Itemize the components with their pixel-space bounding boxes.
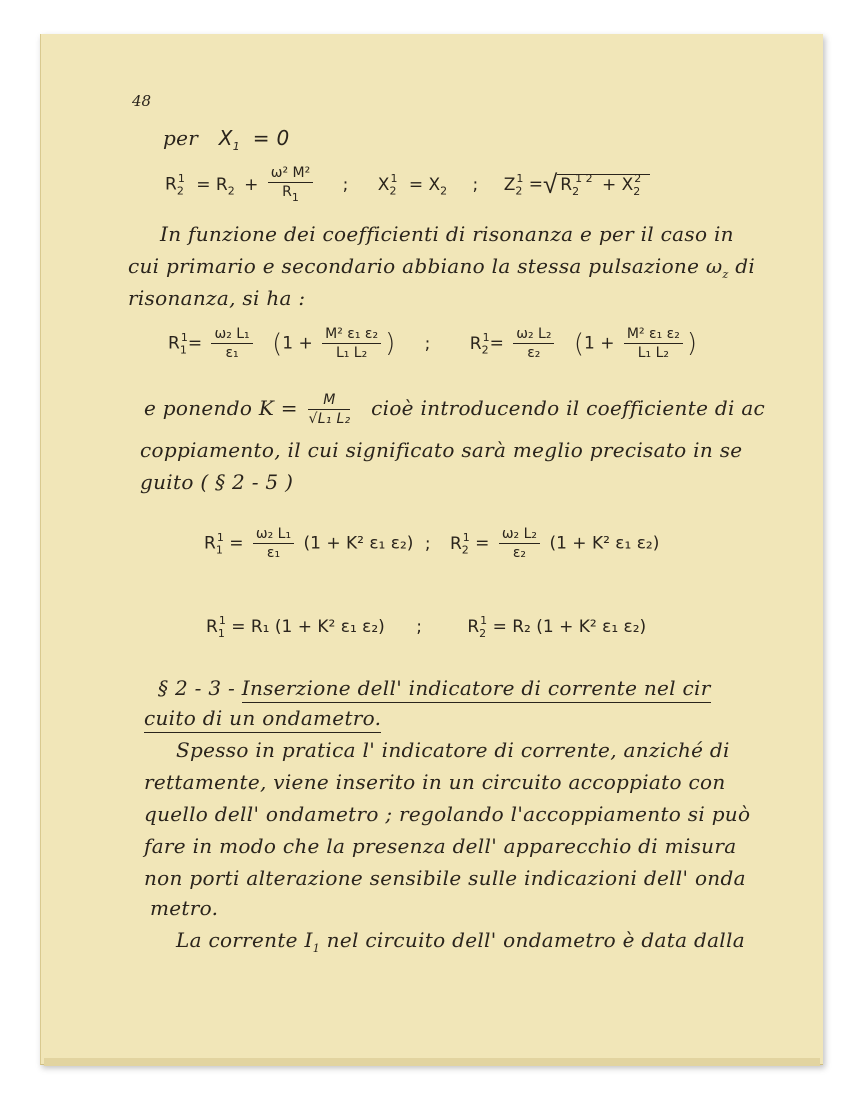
eq1-a-num: ω² M² [268, 165, 313, 183]
eq2-eq1: = [187, 333, 203, 354]
eq2-frac1b [322, 326, 381, 361]
eq3-den1: ε₁ [266, 545, 281, 561]
para1-line3: risonanza, si ha : [128, 286, 306, 310]
eq2-one1: 1 + [282, 333, 313, 354]
eq1-c-lhs: Z [503, 174, 516, 195]
eq2-den1b: L₁ L₂ [335, 345, 368, 361]
para2-line1 [144, 392, 765, 427]
para3-line6: metro. [150, 896, 219, 920]
para2-line3: guito ( § 2 - 5 ) [140, 470, 294, 494]
eq1-c-sup: 1 [516, 171, 524, 185]
eq2-num2b: M² ε₁ ε₂ [624, 326, 683, 344]
eq1-sep2: ; [472, 174, 479, 195]
eq3-lhs1-sub: 1 [215, 543, 223, 557]
para3-line4: fare in modo che la presenza dell' apparecchio di misura [144, 834, 737, 858]
eq2-paren2-open: ( [573, 328, 584, 359]
eq2-one2: 1 + [584, 333, 615, 354]
eq4-rhs1: = R₁ (1 + K² ε₁ ε₂) [231, 617, 385, 637]
eq2-paren1-open: ( [272, 328, 283, 359]
eq3-eq1: = [229, 533, 244, 554]
eq2-frac2b [624, 326, 683, 361]
eq3-frac2 [499, 526, 540, 561]
eq4-rhs2: = R₂ (1 + K² ε₁ ε₂) [492, 617, 647, 637]
eq1-a-lhs: R [165, 174, 177, 195]
eq4-lhs1: R [206, 617, 218, 637]
para2-fraction [308, 392, 350, 427]
eq2-num1b: M² ε₁ ε₂ [322, 326, 381, 344]
para4-line1 [176, 928, 745, 955]
eq1-c-root-sub2: 2 [633, 184, 641, 198]
section-number: § 2 - 3 - [158, 676, 236, 700]
eq3-den2: ε₂ [512, 545, 527, 561]
equation-1: $R_2^1 = R_2$ + $\frac{\text{ω² M²}}{R_1}$ ; $X_2^1 = X_2$ ; $Z_2^1$ =√ $R_2^{1 2} + X_2^2$ [165, 165, 650, 204]
para2-line2: coppiamento, il cui significato sarà meglio precisato in se [140, 438, 743, 462]
eq1-a-fraction [268, 165, 313, 204]
eq2-den2: ε₂ [527, 345, 541, 361]
eq2-sep: ; [424, 333, 431, 354]
eq1-b-sup: 1 [390, 171, 398, 185]
eq1-b-sub: 2 [389, 184, 397, 198]
condition-label: per [163, 126, 199, 150]
eq2-num1: ω₂ L₁ [211, 326, 252, 344]
condition-var: X [218, 126, 233, 150]
section-heading-line1 [158, 676, 711, 700]
section-title-line2: cuito di un ondametro. [144, 706, 381, 733]
eq1-c-root-plus: + X [602, 174, 634, 195]
page-number: 48 [132, 92, 152, 110]
eq2-lhs1-sup: 1 [180, 330, 188, 344]
para1-line2-rest: di [728, 254, 756, 278]
eq1-a-den [268, 183, 313, 204]
eq2-eq2: = [489, 333, 504, 354]
eq1-a-sub: 2 [176, 184, 184, 198]
eq1-c-root-sub: 2 [572, 184, 580, 198]
eq4-lhs2: R [467, 617, 480, 637]
condition-rest: = 0 [252, 126, 290, 150]
para3-line5: non porti alterazione sensibile sulle indicazioni dell' onda [144, 866, 746, 890]
para3-line2: rettamente, viene inserito in un circuito accoppiato con [144, 770, 726, 794]
eq2-den1: ε₁ [225, 345, 239, 361]
condition-var-sub: 1 [232, 140, 241, 153]
eq1-b-lhs: X [377, 174, 390, 195]
eq1-c-eq: = [528, 174, 543, 195]
eq4-lhs1-sup: 1 [218, 614, 226, 627]
section-title-line1: Inserzione dell' indicatore di corrente nel cir [242, 676, 711, 703]
para2-end: cioè introducendo il coefficiente di ac [371, 396, 766, 420]
eq3-lhs1: R [204, 533, 216, 554]
eq3-sep: ; [424, 533, 431, 554]
eq1-sep1: ; [342, 174, 349, 195]
eq1-b-rhs: = X [408, 174, 441, 195]
eq1-c-radicand [557, 171, 649, 198]
eq1-c-root-sup: 1 2 [575, 171, 593, 185]
para1-line2-sub: z [722, 268, 729, 281]
eq4-sep: ; [416, 617, 422, 637]
eq2-lhs1-sub: 1 [179, 343, 187, 357]
eq3-body2: (1 + K² ε₁ ε₂) [549, 533, 660, 554]
eq4-lhs2-sub: 2 [479, 627, 487, 640]
para2-den: √L₁ L₂ [308, 411, 351, 427]
para3-line1: Spesso in pratica l' indicatore di corrente, anziché di [176, 738, 730, 762]
eq2-den2b: L₁ L₂ [637, 345, 669, 361]
para2-start: e ponendo K = [144, 396, 298, 420]
para4-end: nel circuito dell' ondametro è data dalla [320, 928, 745, 952]
condition-line [163, 126, 290, 153]
eq1-c-root-sup2: 2 [634, 171, 642, 185]
eq4-lhs1-sub: 1 [217, 627, 225, 640]
eq4-lhs2-sup: 1 [480, 614, 488, 627]
eq3-num2: ω₂ L₂ [499, 526, 540, 544]
eq1-a-sup: 1 [177, 171, 185, 185]
para1-line2 [128, 254, 755, 281]
eq2-frac2 [513, 326, 554, 361]
eq2-frac1 [211, 326, 252, 361]
eq2-num2: ω₂ L₂ [513, 326, 554, 344]
eq1-a-den-var: R [282, 184, 292, 200]
para3-line3: quello dell' ondametro ; regolando l'accoppiamento si può [144, 802, 751, 826]
eq3-lhs1-sup: 1 [216, 530, 224, 544]
eq1-a-den-sub: 1 [291, 191, 299, 204]
para1-line2-text: cui primario e secondario abbiano la stessa pulsazione ω [128, 254, 723, 278]
eq3-num1: ω₂ L₁ [253, 526, 294, 544]
eq2-lhs2-sub: 2 [481, 343, 489, 357]
para1-line1: In funzione dei coefficienti di risonanza e per il caso in [160, 222, 734, 246]
eq3-eq2: = [475, 533, 490, 554]
para2-num: M [308, 392, 350, 410]
eq2-lhs1: R [168, 333, 180, 354]
equation-2 [168, 326, 697, 361]
eq1-c-root: R [560, 174, 573, 195]
eq1-a-plus: + [244, 174, 259, 195]
eq3-lhs2-sup: 1 [462, 530, 470, 544]
para4-start: La corrente I [176, 928, 313, 952]
eq3-lhs2: R [449, 533, 462, 554]
eq2-paren2-close: ) [686, 328, 697, 359]
eq1-b-rhs-sub: 2 [440, 184, 448, 198]
eq3-body1: (1 + K² ε₁ ε₂) [303, 533, 414, 554]
eq2-lhs2: R [469, 333, 482, 354]
section-heading-line2 [144, 706, 381, 730]
equation-4 [206, 614, 646, 640]
para4-sub: 1 [312, 942, 320, 955]
equation-3 [204, 526, 659, 561]
eq1-c-sub: 2 [515, 184, 523, 198]
eq2-lhs2-sup: 1 [482, 330, 490, 344]
eq1-a-mid: = R [196, 174, 228, 195]
eq1-a-mid-sub: 2 [227, 184, 235, 198]
eq2-paren1-close: ) [385, 328, 396, 359]
eq3-frac1 [253, 526, 294, 561]
eq3-lhs2-sub: 2 [461, 543, 469, 557]
page-edge [44, 1058, 820, 1066]
